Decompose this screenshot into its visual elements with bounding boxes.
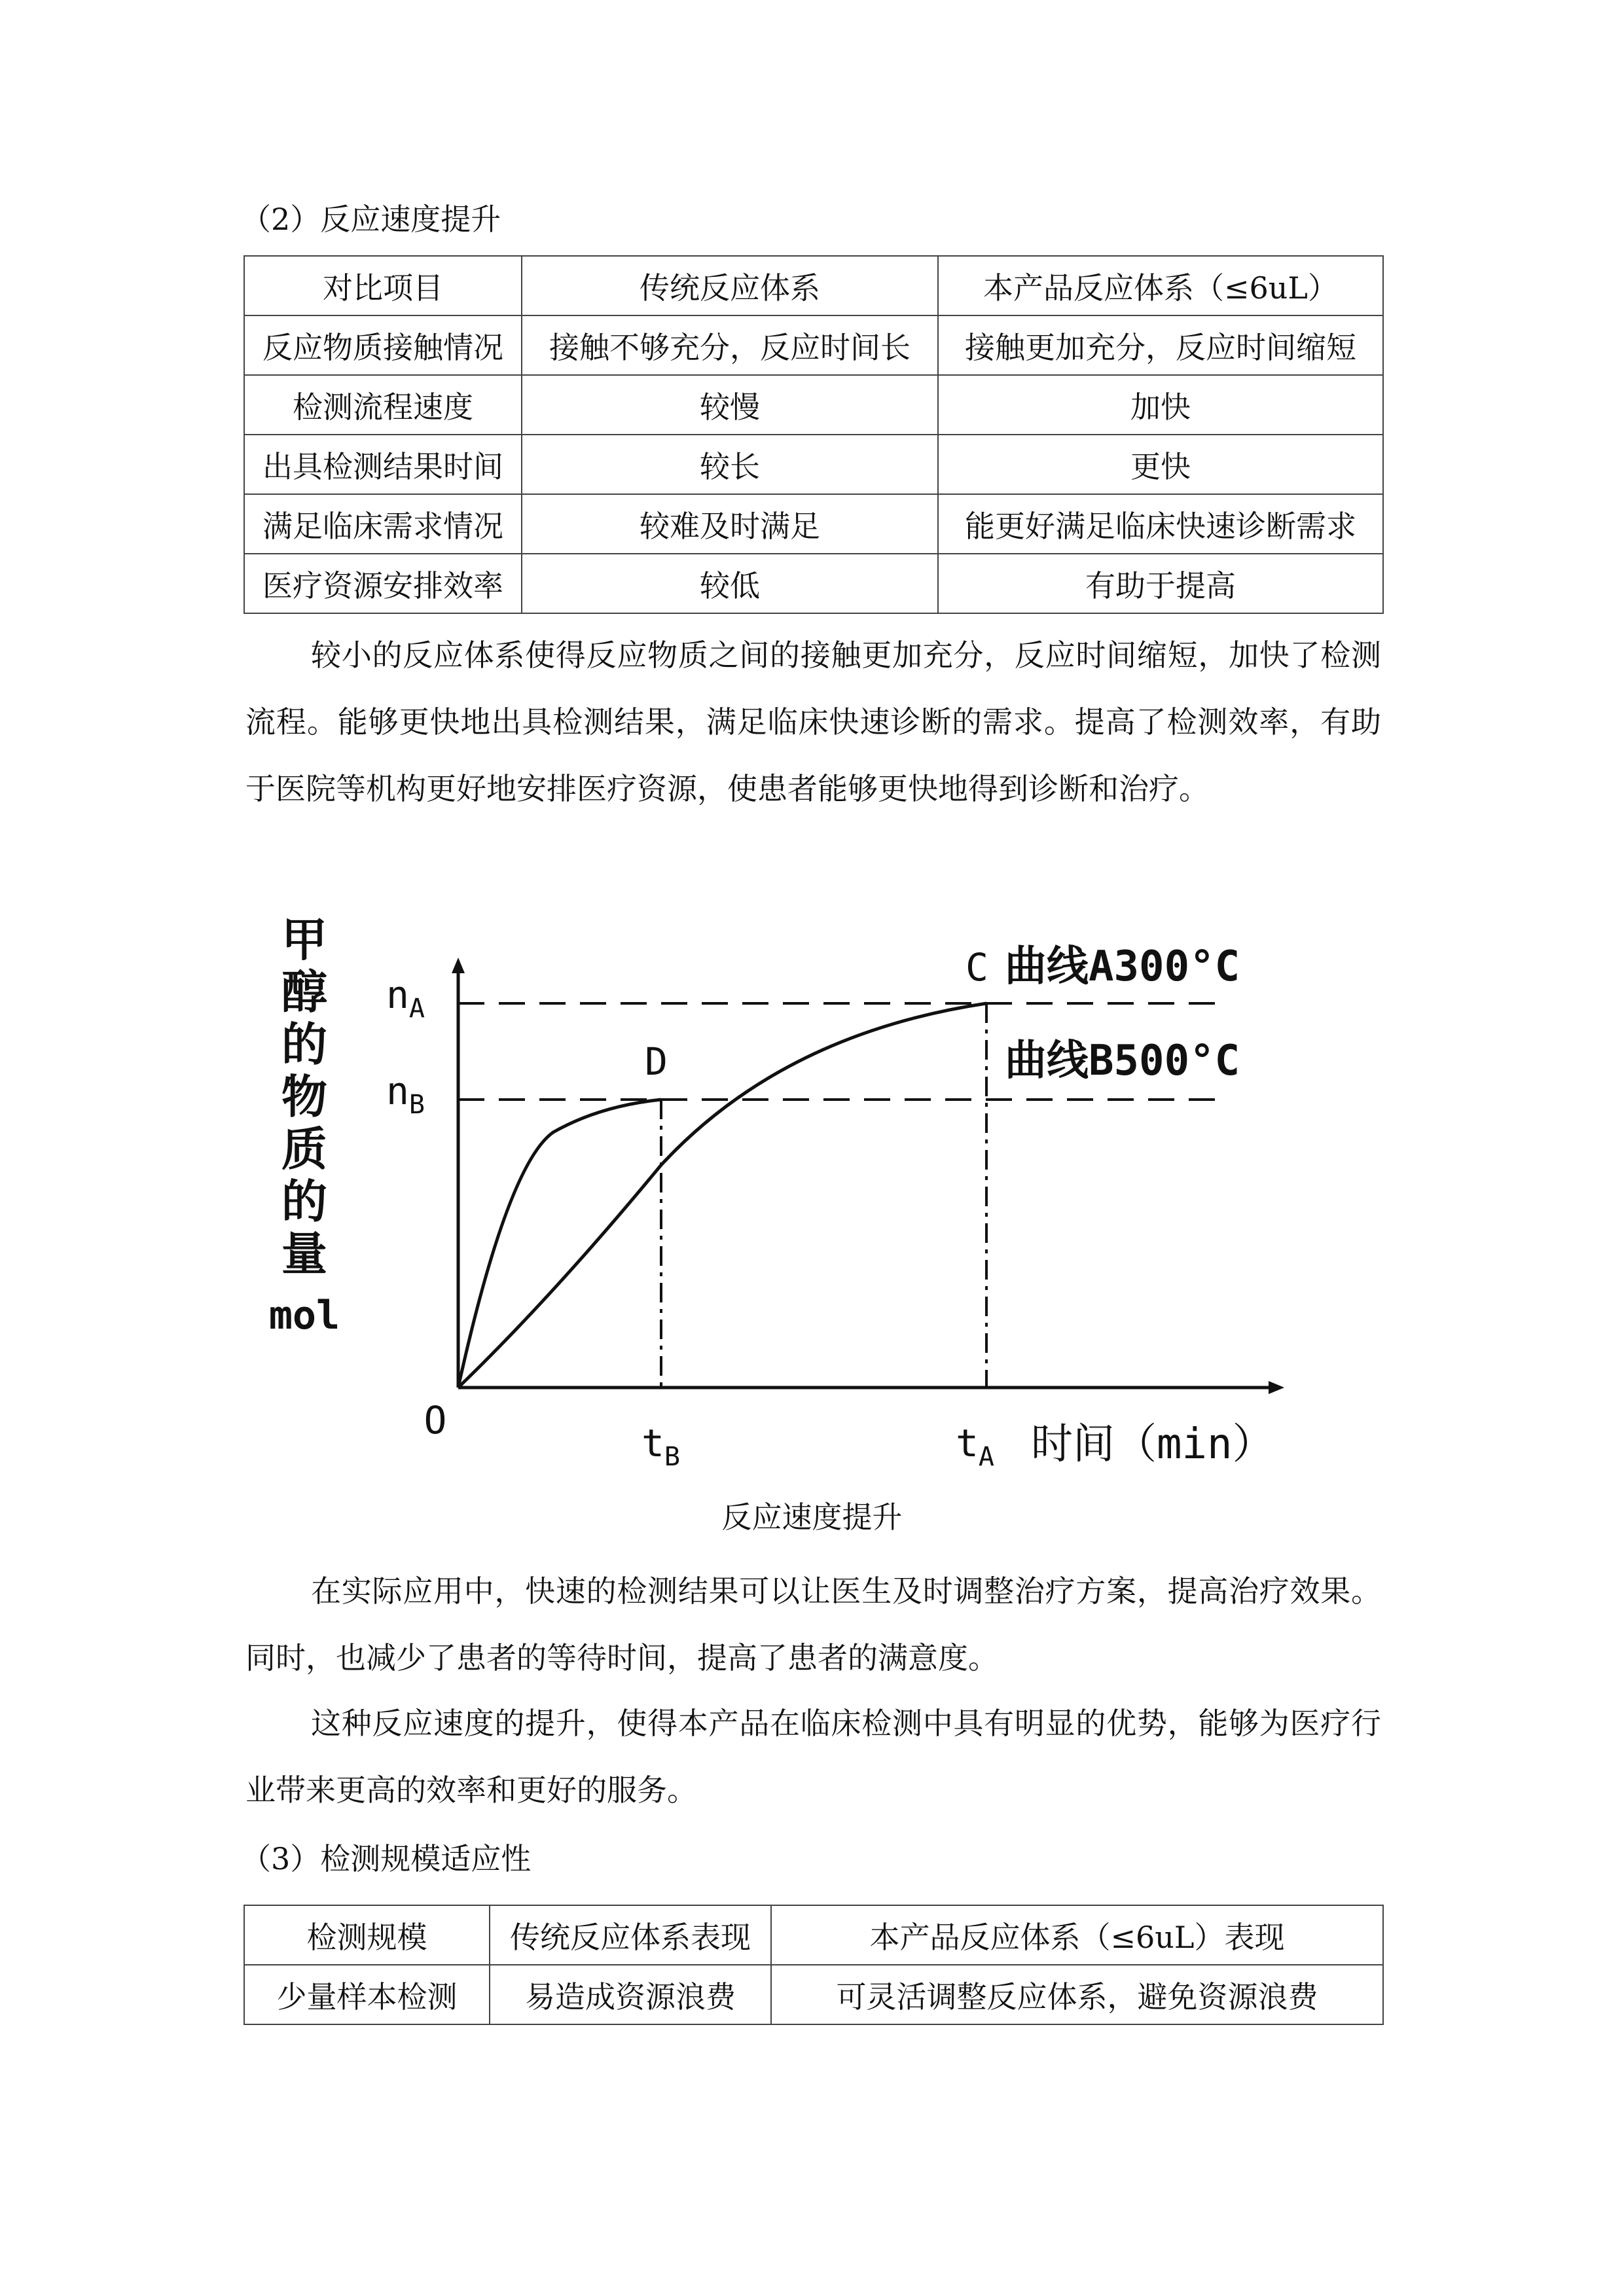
table-cell: 满足临床需求情况 [244,494,522,554]
y-axis-label-char: 的 [281,1175,327,1229]
curve-a-300c [458,1003,986,1388]
point-d-label: D [645,1039,668,1084]
table-header-row [244,256,1383,315]
paragraph-reaction-benefit: 较小的反应体系使得反应物质之间的接触更加充分，反应时间缩短，加快了检测流程。能够更快地出具检测结果，满足临床快速诊断的需求。提高了检测效率，有助于医院等机构更好地安排医疗资源，使患者能够更快地得到诊断和治疗。 [245,637,1381,806]
table-cell: 更快 [938,435,1383,494]
section-2-heading: （2）反应速度提升 [241,202,501,237]
y-axis-label-char: 质 [281,1122,327,1176]
table-row [244,1965,1383,2024]
table-header-cell: 传统反应体系 [522,256,938,315]
origin-label: O [424,1398,447,1443]
x-tick-tA: $t_A$ [956,1421,995,1472]
table-cell: 加快 [938,375,1383,435]
table-row [244,435,1383,494]
table-cell: 易造成资源浪费 [490,1965,771,2024]
y-axis-unit: mol [268,1293,340,1338]
paragraph-advantage: 这种反应速度的提升，使得本产品在临床检测中具有明显的优势，能够为医疗行业带来更高的效率和更好的服务。 [245,1706,1381,1808]
y-axis-label [269,913,340,1338]
table-header-cell: 检测规模 [244,1905,490,1965]
table-cell: 医疗资源安排效率 [244,554,522,613]
table-cell: 较低 [522,554,938,613]
table-cell: 能更好满足临床快速诊断需求 [938,494,1383,554]
figure-caption: 反应速度提升 [721,1499,903,1535]
x-axis-label: 时间（min） [1031,1420,1274,1469]
table-cell: 接触更加充分，反应时间缩短 [938,315,1383,375]
x-tick-tB: $t_B$ [641,1421,681,1472]
curve-b-legend: 曲线B500°C [1005,1037,1240,1085]
y-axis-label-char: 物 [281,1070,327,1124]
methanol-reaction-chart [259,903,1345,1479]
y-axis-label-char: 甲 [281,913,327,967]
table-cell: 较长 [522,435,938,494]
paragraph-application: 在实际应用中，快速的检测结果可以让医生及时调整治疗方案，提高治疗效果。同时，也减少了患者的等待时间，提高了患者的满意度。 [245,1573,1381,1676]
y-axis-label-char: 的 [281,1018,327,1071]
table-cell: 有助于提高 [938,554,1383,613]
table-row [244,315,1383,375]
table-header-cell: 本产品反应体系（≤6uL）表现 [771,1905,1383,1965]
table-cell: 反应物质接触情况 [244,315,522,375]
curve-a-legend: 曲线A300°C [1005,942,1240,991]
table-header-cell: 对比项目 [244,256,522,315]
table-cell: 少量样本检测 [244,1965,490,2024]
table-row [244,375,1383,435]
curve-b-500c [458,1100,661,1388]
table-cell: 较慢 [522,375,938,435]
y-tick-nB: $n_B$ [386,1069,425,1120]
y-axis-label-char: 量 [281,1227,327,1281]
reaction-speed-table [244,255,1384,614]
y-tick-nA: $n_A$ [386,973,425,1024]
section-3-heading: （3）检测规模适应性 [241,1841,532,1876]
table-header-row [244,1905,1383,1965]
table-header-cell: 本产品反应体系（≤6uL） [938,256,1383,315]
table-cell: 检测流程速度 [244,375,522,435]
table-cell: 出具检测结果时间 [244,435,522,494]
table-row [244,494,1383,554]
table-cell: 可灵活调整反应体系，避免资源浪费 [771,1965,1383,2024]
detection-scale-table [244,1905,1384,2025]
table-cell: 接触不够充分，反应时间长 [522,315,938,375]
y-axis-label-char: 醇 [281,965,327,1019]
table-header-cell: 传统反应体系表现 [490,1905,771,1965]
point-c-label: C [965,945,988,990]
table-row [244,554,1383,613]
table-cell: 较难及时满足 [522,494,938,554]
